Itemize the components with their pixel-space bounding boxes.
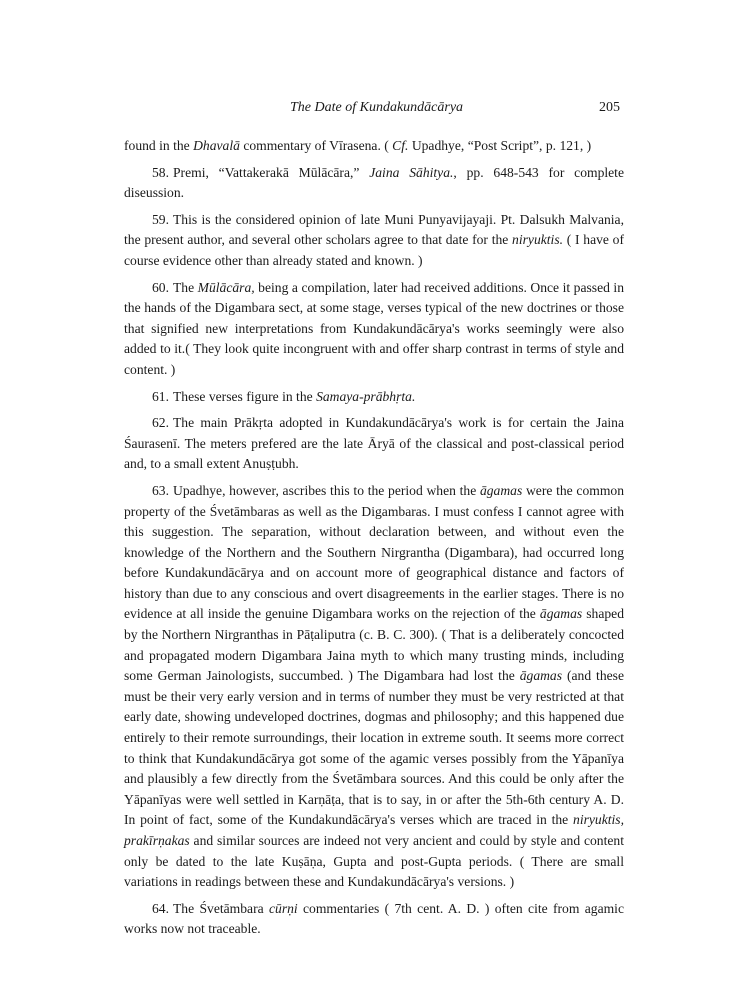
running-head-title: The Date of Kundakundācārya [290,100,464,115]
note-number: 58. [152,164,169,180]
page [124,92,624,946]
note-61 [124,387,624,408]
note-number: 64. [152,900,169,916]
note-number: 63. [152,482,169,498]
note-text: The main Prākṛta adopted in Kundakundācārya's work is for certain the Jaina Śaurasenī. The meters prefered are the late Āryā of the classical and post-classical period and, to a small extent Anuṣṭubh. [124,415,624,472]
italic-text: Jaina Sāhitya. [369,164,454,180]
note-continuation [124,136,624,157]
note-number: 61. [152,388,169,404]
italic-text: cūrṇi [268,900,298,916]
note-text: Upadhye, “Post Script”, p. 121, ) [408,138,592,153]
note-text: commentary of Vīrasena. ( [239,138,393,153]
note-number: 59. [152,211,169,227]
note-text: shaped by the Northern Nirgranthas in Pāṭaliputra (c. B. C. 300). ( That is a deliberately concocted and propagated modern Digambara Jaina myth to which many trusting minds, including some German Jainologists, succumbed. ) The Digambara had lost the [124,606,624,684]
footnotes-list [124,136,624,940]
italic-text: āgamas [539,606,583,622]
italic-text: Cf. [392,138,409,153]
note-text: These verses figure in the [173,388,317,404]
page-number: 205 [599,100,620,115]
note-text: found in the [124,138,194,153]
note-63 [124,481,624,893]
note-60 [124,278,624,381]
note-text: and similar sources are indeed not very ancient and could by style and content only be dated to the late Kuṣāṇa, Gupta and post-Gupta periods. ( There are small variations in readings between these and Kundakundācārya's versions. ) [124,833,624,890]
note-text: The Śvetāmbara [173,900,269,916]
note-number: 60. [152,279,169,295]
note-64 [124,899,624,940]
note-text: being a compilation, later had received additions. Once it passed in the hands of the Digambara sect, at some stage, verses typical of the new doctrines or those that signified new interpretations from Kundakundācārya's works seemingly were also added to it.( They look quite incongruent with and offer sharp contrast in terms of style and content. ) [124,279,624,377]
note-62 [124,413,624,475]
running-head [124,92,624,122]
note-text: commentaries ( 7th cent. A. D. ) often cite from agamic works now not traceable. [124,900,624,937]
note-text: , pp. 648-543 for complete diseussion. [124,164,624,201]
note-59 [124,210,624,272]
note-text: The [173,279,198,295]
note-58 [124,163,624,204]
note-text: Premi, “Vattakerakā Mūlācāra,” [173,164,370,180]
note-text: ( I have of course evidence other than already stated and known. ) [124,232,624,268]
note-text: Upadhye, however, ascribes this to the period when the [173,482,480,498]
note-number: 62. [152,415,169,431]
italic-text: niryuktis. [512,232,564,248]
italic-text: āgamas [519,668,563,684]
italic-text: niryuktis, prakīrṇakas [124,812,624,848]
italic-text: Samaya-prābhṛta. [316,388,416,404]
italic-text: āgamas [479,482,523,498]
italic-text: Dhavalā [193,138,240,153]
italic-text: Mūlācāra, [197,279,255,295]
note-text: (and these must be their very early version and in terms of number they must be very restricted at that early date, showing undeveloped doctrines, dogmas and philosophy; and this happened due entirely to their remote surroundings, their location in extreme south. It seems more correct to think that Kundakundācārya got some of the agamic verses possibly from the Yāpanīya and plausibly a few directly from the Śvetāmbara sources. And this could be only after the Yāpanīyas were well settled in Karṇāṭa, that is to say, in or after the 5th-6th century A. D. In point of fact, some of the Kundakundācārya's verses which are traced in the [124,668,624,828]
note-text: This is the considered opinion of late Muni Punyavijayaji. Pt. Dalsukh Malvania, the present author, and several other scholars agree to that date for the [124,211,624,248]
note-text: were the common property of the Śvetāmbaras as well as the Digambaras. I must confess I cannot agree with this suggestion. The separation, without declaration between, and without even the knowledge of the Northern and the Southern Nirgrantha (Digambara), had occurred long before Kundakundācārya and on account more of geographical distance and factors of history than due to any conscious and overt disagreements in the earlier stages. There is no evidence at all inside the genuine Digambara works on the rejection of the [124,482,624,622]
